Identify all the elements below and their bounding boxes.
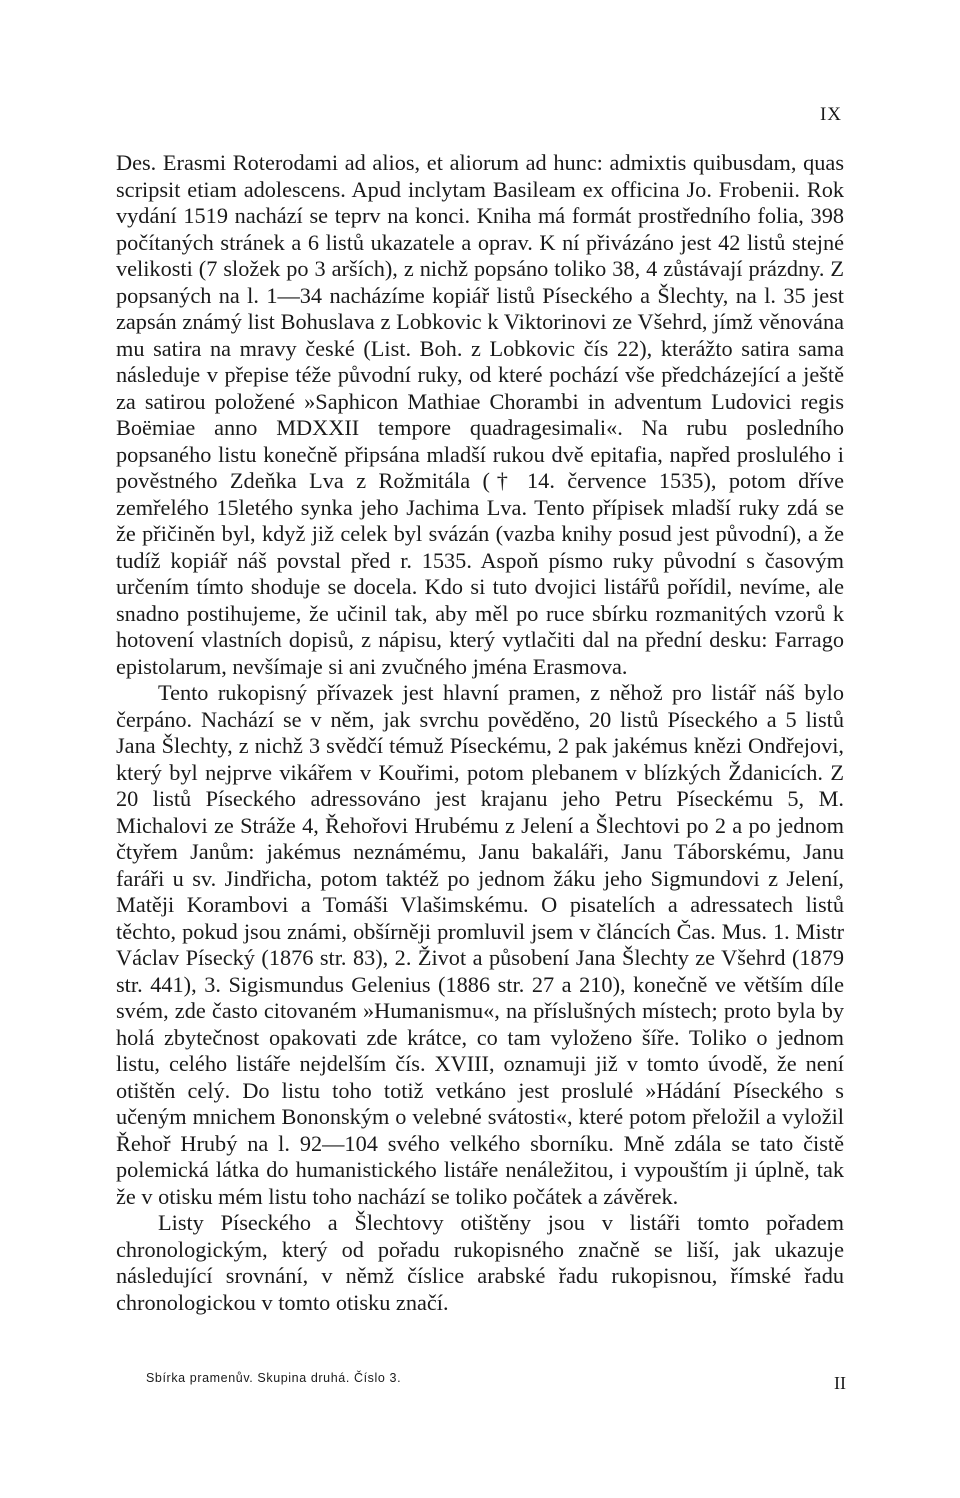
paragraph-3: Listy Píseckého a Šlechtovy otištěny jsou v listáři tomto pořadem chronologickým, který od pořadu rukopisného značně se liší, jak ukazuje následující srovnání, v němž číslice arabské řadu rukopisnou, římské řadu chronologickou v tomto otisku značí.: [116, 1210, 844, 1315]
page-number: IX: [819, 104, 842, 125]
footer-note: Sbírka pramenův. Skupina druhá. Číslo 3.: [146, 1371, 402, 1385]
body-text: [116, 150, 844, 1316]
signature-mark: II: [834, 1373, 846, 1393]
paragraph-2: Tento rukopisný přívazek jest hlavní pramen, z něhož pro listář náš bylo čerpáno. Nachází se v něm, jak svrchu pověděno, 20 listů Píseckého a 5 listů Jana Šlechty, z nichž 3 svědčí témuž Píseckému, 2 pak jakémus knězi Ondřejovi, který byl nejprve vikářem v Kouřimi, potom plebanem v blízkých Ždanicích. Z 20 listů Píseckého adressováno jest krajanu jeho Petru Píseckému 5, M. Michalovi ze Stráže 4, Řehořovi Hrubému z Jelení a Šlechtovi po 2 a po jednom čtyřem Janům: jakémus neznámému, Janu bakaláři, Janu Táborskému, Janu faráři u sv. Jindřicha, potom taktéž po jednom žáku jeho Sigmundovi z Jelení, Matěji Korambovi a Tomáši Vlašimskému. O pisatelích a adressatech listů těchto, pokud jsou známi, obšírněji promluvil jsem v článcích Čas. Mus. 1. Mistr Václav Písecký (1876 str. 83), 2. Život a působení Jana Šlechty ze Všehrd (1879 str. 441), 3. Sigismundus Gelenius (1886 str. 27 a 210), konečně ve větším díle svém, zde často citovaném »Humanismu«, na příslušných místech; proto byla by holá zbytečnost opakovati zde krátce, co tam vyloženo šíře. Toliko o jednom listu, celého listáře nejdelším čís. XVIII, oznamuji již v tomto úvodě, že není otištěn celý. Do listu toho totiž vetkáno jest proslulé »Hádání Píseckého s učeným mnichem Bononským o velebné svátosti«, které potom přeložil a vyložil Řehoř Hrubý na l. 92—104 svého velkého sborníku. Mně zdála se tato čistě polemická látka do humanistického listáře nenáležitou, i vypouštím ji úplně, tak že v otisku mém listu toho nachází se toliko počátek a závěrek.: [116, 680, 844, 1209]
page-footer: [146, 1371, 846, 1397]
paragraph-1: Des. Erasmi Roterodami ad alios, et aliorum ad hunc: admixtis quibusdam, quas scripsit etiam adolescens. Apud inclytam Basileam ex officina Jo. Frobenii. Rok vydání 1519 nachází se teprv na konci. Kniha má formát prostředního folia, 398 počítaných stránek a 6 listů ukazatele a oprav. K ní přivázáno jest 42 listů stejné velikosti (7 složek po 3 arších), z nichž popsáno toliko 38, 4 zůstávají prázdny. Z popsaných na l. 1—34 nacházíme kopiář listů Píseckého a Šlechty, na l. 35 jest zapsán známý list Bohuslava z Lobkovic k Viktorinovi ze Všehrd, jímž věnována mu satira na mravy české (List. Boh. z Lobkovic čís 22), kterážto satira sama následuje v přepise téže původní ruky, od které pochází vše předcházející a ještě za satirou položené »Saphicon Mathiae Chorambi in adventum Ludovici regis Boëmiae anno MDXXII tempore quadragesimali«. Na rubu posledního popsaného listu konečně připsána mladší rukou dvě epitafia, napřed proslulého i pověstného Zdeňka Lva z Rožmitála († 14. července 1535), potom dříve zemřelého 15letého synka jeho Jachima Lva. Tento přípisek mladší ruky zdá se že přičiněn byl, když již celek byl svázán (vazba knihy posud jest původní), a že tudíž kopiář náš povstal před r. 1535. Aspoň písmo ruky původní s časovým určením tímto shoduje se docela. Kdo si tuto dvojici listářů pořídil, nevíme, ale snadno postihujeme, že učinil tak, aby měl po ruce sbírku rozmanitých vzorů k hotovení vlastních dopisů, z nápisu, který vytlačiti dal na přední desku: Farrago epistolarum, nevšímaje si ani zvučného jména Erasmova.: [116, 150, 844, 679]
